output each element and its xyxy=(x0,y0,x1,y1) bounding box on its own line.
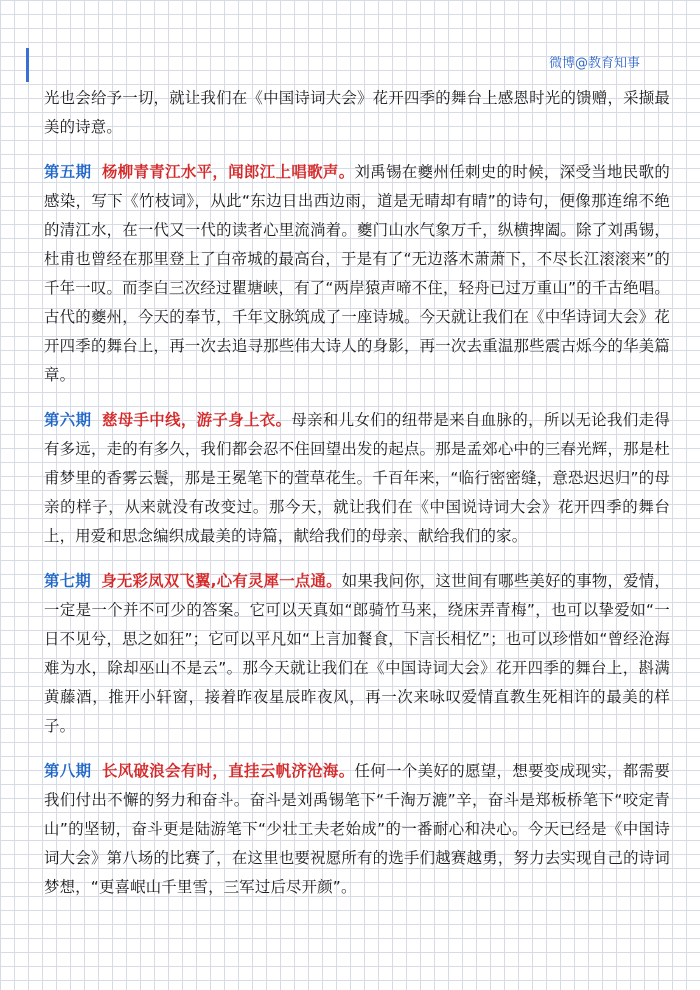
accent-bar xyxy=(26,48,29,82)
section-headline: 慈母手中线，游子身上衣。 xyxy=(101,411,292,429)
section-body: 母亲和儿女们的纽带是来自血脉的，所以无论我们走得有多远，走的有多久，我们都会忍不住回望出发的起点。那是孟郊心中的三春光辉，那是杜甫梦里的香雾云鬟，那是王冕笔下的萱草花生。千百年来，“临行密密缝，意恐迟迟归”的母亲的样子，从来就没有改变过。那今天，就让我们在《中国说诗词大会》花开四季的舞台上，用爱和思念编织成最美的诗篇，献给我们的母亲、献给我们的家。 xyxy=(44,411,670,545)
section-8 xyxy=(44,757,670,902)
section-5 xyxy=(44,158,670,390)
issue-label: 第六期 xyxy=(44,411,92,429)
section-7 xyxy=(44,567,670,741)
issue-label: 第五期 xyxy=(44,163,92,181)
section-6 xyxy=(44,406,670,551)
intro-paragraph: 光也会给予一切，就让我们在《中国诗词大会》花开四季的舞台上感恩时光的馈赠，采撷最美的诗意。 xyxy=(44,89,670,136)
article-body xyxy=(44,84,670,918)
section-body: 任何一个美好的愿望，想要变成现实，都需要我们付出不懈的努力和奋斗。奋斗是刘禹锡笔下“千淘万漉”辛，奋斗是郑板桥笔下“咬定青山”的坚韧，奋斗更是陆游笔下“少壮工夫老始成”的一番耐心和决心。今天已经是《中国诗词大会》第八场的比赛了，在这里也要祝愿所有的选手们越赛越勇，努力去实现自己的诗词梦想，“更喜岷山千里雪，三军过后尽开颜”。 xyxy=(44,762,670,896)
section-headline: 长风破浪会有时，直挂云帆济沧海。 xyxy=(101,762,355,780)
issue-label: 第八期 xyxy=(44,762,92,780)
section-body: 刘禹锡在夔州任刺史的时候，深受当地民歌的感染，写下《竹枝词》，从此“东边日出西边雨，道是无晴却有晴”的诗句，便像那连绵不绝的清江水，在一代又一代的读者心里流淌着。夔门山水气象万千，纵横捭阖。除了刘禹锡，杜甫也曾经在那里登上了白帝城的最高台，于是有了“无边落木萧萧下，不尽长江滚滚来”的千年一叹。而李白三次经过瞿塘峡，有了“两岸猿声啼不住，轻舟已过万重山”的千古绝唱。古代的夔州，今天的奉节，千年文脉筑成了一座诗城。今天就让我们在《中华诗词大会》花开四季的舞台上，再一次去追寻那些伟大诗人的身影，再一次去重温那些震古烁今的华美篇章。 xyxy=(44,163,670,384)
weibo-watermark: 微博@教育知事 xyxy=(548,56,640,71)
issue-label: 第七期 xyxy=(44,572,91,590)
section-body: 如果我问你，这世间有哪些美好的事物，爱情，一定是一个并不可少的答案。它可以天真如“郎骑竹马来，绕床弄青梅”，也可以挚爱如“一日不见兮，思之如狂”；它可以平凡如“上言加餐食，下言长相忆”；也可以珍惜如“曾经沧海难为水，除却巫山不是云”。那今天就让我们在《中国诗词大会》花开四季的舞台上，斟满黄藤酒，推开小轩窗，接着昨夜星辰昨夜风，再一次来咏叹爱情直教生死相许的最美的样子。 xyxy=(44,572,671,735)
section-headline: 身无彩凤双飞翼,心有灵犀一点通。 xyxy=(101,572,342,590)
section-headline: 杨柳青青江水平，闻郎江上唱歌声。 xyxy=(101,163,355,181)
